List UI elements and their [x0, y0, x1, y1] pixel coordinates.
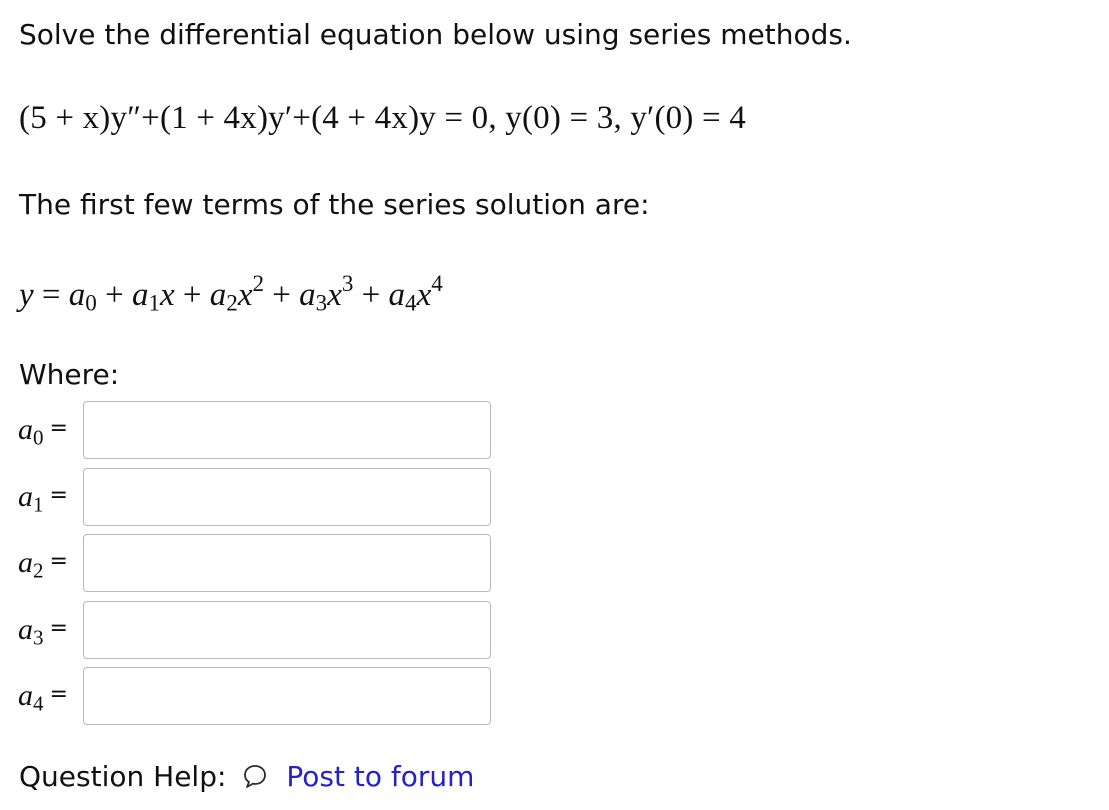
coef-eq: = [49, 549, 68, 574]
series-sub-2: 2 [226, 289, 238, 316]
series-sub-0: 0 [85, 289, 97, 316]
series-plus: + [96, 276, 132, 313]
coef-symbol: a [18, 546, 33, 579]
series-sub-4: 4 [405, 289, 417, 316]
where-label: Where: [19, 358, 120, 391]
a3-input[interactable] [83, 601, 491, 659]
coefficient-row-a2 [18, 534, 498, 594]
coef-eq: = [49, 616, 68, 641]
series-sub-3: 3 [315, 289, 328, 316]
coefficient-row-a4 [18, 667, 498, 727]
coef-symbol: a [18, 413, 33, 446]
series-x3: x [327, 276, 342, 313]
series-x4: x [416, 276, 432, 313]
coef-eq: = [49, 483, 68, 508]
coefficient-label [18, 613, 68, 650]
coef-symbol: a [18, 613, 33, 646]
series-exp-3: 3 [341, 270, 354, 296]
coefficient-label [18, 546, 68, 583]
a1-input[interactable] [83, 468, 491, 526]
question-help [19, 760, 474, 793]
series-term-a4: a [388, 276, 406, 313]
coef-sub: 4 [33, 691, 44, 716]
series-equals: = [33, 276, 69, 313]
coefficient-label [18, 413, 68, 450]
series-plus: + [264, 276, 300, 313]
coef-symbol: a [18, 480, 33, 513]
series-x2: x [237, 276, 253, 313]
a4-input[interactable] [83, 667, 491, 725]
coef-sub: 3 [33, 625, 44, 650]
series-plus: + [174, 276, 210, 313]
post-to-forum-link[interactable]: Post to forum [286, 760, 475, 793]
question-help-label: Question Help: [19, 760, 227, 793]
question-prompt: Solve the differential equation below using series methods. [19, 18, 852, 51]
series-term-a0: a [68, 276, 86, 313]
differential-equation: (5 + x)y″+(1 + 4x)y′+(4 + 4x)y = 0, y(0) = 3, y′(0) = 4 [19, 100, 746, 136]
coefficient-label [18, 480, 68, 517]
series-exp-4: 4 [431, 270, 443, 296]
series-expression [19, 270, 443, 317]
coefficient-row-a1 [18, 468, 498, 528]
series-term-a3: a [299, 276, 316, 313]
series-exp-2: 2 [252, 270, 265, 296]
coef-symbol: a [18, 679, 33, 712]
series-sub-1: 1 [148, 289, 160, 316]
series-lhs: y [19, 276, 34, 313]
coef-sub: 1 [33, 492, 44, 517]
series-term-a1: a [131, 276, 149, 313]
speech-bubble-icon [242, 763, 268, 789]
coefficient-row-a3 [18, 601, 498, 661]
a0-input[interactable] [83, 401, 491, 459]
coef-sub: 2 [33, 558, 44, 583]
series-intro-text: The first few terms of the series solution are: [19, 188, 650, 221]
coef-sub: 0 [33, 425, 44, 450]
coef-eq: = [49, 416, 68, 441]
a2-input[interactable] [83, 534, 491, 592]
series-term-a2: a [209, 276, 227, 313]
series-x1: x [160, 276, 175, 313]
series-plus: + [353, 276, 389, 313]
coef-eq: = [49, 682, 68, 707]
coefficient-label [18, 679, 68, 716]
coefficient-row-a0 [18, 401, 498, 461]
